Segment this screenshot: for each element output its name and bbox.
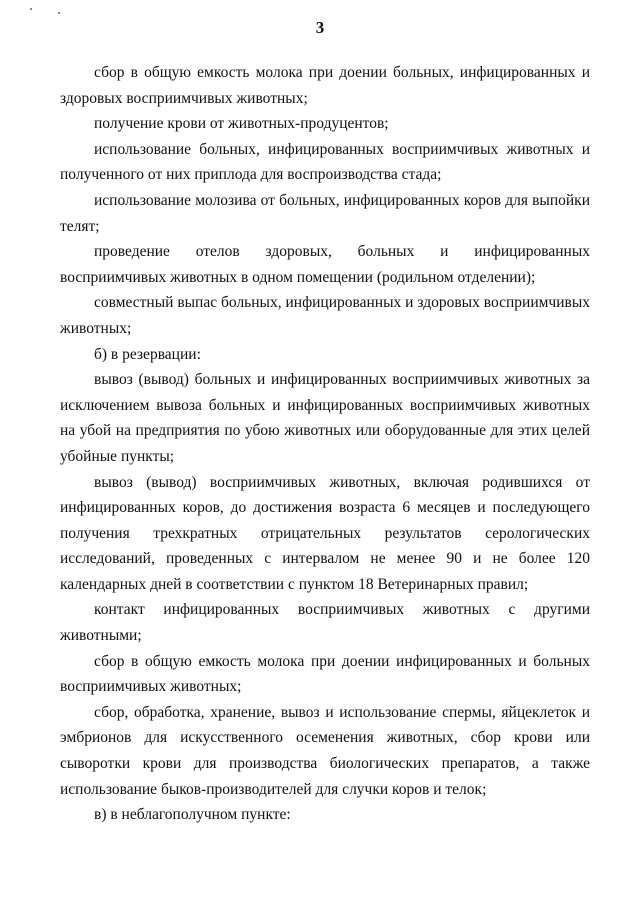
- scan-mark: [58, 12, 60, 14]
- document-body: [60, 60, 590, 828]
- paragraph-12: сбор, обработка, хранение, вывоз и использование спермы, яйцеклеток и эмбрионов для искусственного осеменения животных, сбор крови или сыворотки крови для производства биологических препаратов, а также использование быков-производителей для случки коров и телок;: [60, 703, 590, 798]
- paragraph-2: получение крови от животных-продуцентов;: [94, 115, 389, 133]
- paragraph-1: сбор в общую емкость молока при доении больных, инфицированных и здоровых восприимчивых животных;: [60, 64, 590, 107]
- section-heading-v: в) в неблагополучном пункте:: [94, 806, 291, 824]
- scan-mark: [30, 8, 32, 10]
- paragraph-9: вывоз (вывод) восприимчивых животных, включая родившихся от инфицированных коров, до достижения возраста 6 месяцев и последующего получения трехкратных отрицательных результатов серологических исследований, проведенных с интервалом не менее 90 и не более 120 календарных дней в соответствии с пунктом 18 Ветеринарных правил;: [60, 473, 590, 593]
- paragraph-5: проведение отелов здоровых, больных и инфицированных восприимчивых животных в одном помещении (родильном отделении);: [60, 243, 590, 286]
- paragraph-3: использование больных, инфицированных восприимчивых животных и полученного от них приплода для воспроизводства стада;: [60, 140, 590, 184]
- page-number: 3: [315, 18, 325, 37]
- paragraph-6: совместный выпас больных, инфицированных и здоровых восприимчивых животных;: [60, 294, 590, 337]
- paragraph-8: вывоз (вывод) больных и инфицированных восприимчивых животных за исключением вывоза больных и инфицированных восприимчивых животных на убой на предприятия по убою животных или оборудованные для этих целей убойные пункты;: [60, 371, 590, 465]
- paragraph-4: использование молозива от больных, инфицированных коров для выпойки телят;: [60, 191, 590, 235]
- section-heading-b: б) в резервации:: [94, 345, 201, 363]
- paragraph-10: контакт инфицированных восприимчивых животных с другими животными;: [60, 601, 590, 645]
- paragraph-11: сбор в общую емкость молока при доении инфицированных и больных восприимчивых животных;: [60, 652, 590, 696]
